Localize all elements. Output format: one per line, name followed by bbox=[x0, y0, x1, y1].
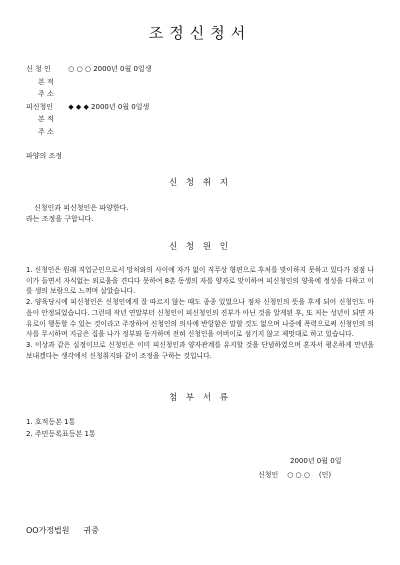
respondent-label: 피신청인 bbox=[26, 102, 54, 111]
addressee-court bbox=[26, 525, 99, 536]
parties-block bbox=[26, 63, 151, 139]
signature-name: ○ ○ ○ bbox=[287, 471, 310, 479]
document-title: 조정신청서 bbox=[148, 24, 252, 42]
respondent-address-label: 주 소 bbox=[38, 127, 54, 136]
respondent-address-row bbox=[26, 126, 151, 139]
applicant-value: ○ ○ ○ 2000년 0월 0일생 bbox=[68, 65, 152, 73]
purpose-heading: 신 청 취 지 bbox=[169, 178, 231, 188]
signature-line bbox=[258, 470, 331, 480]
attachments-heading: 첨 부 서 류 bbox=[169, 393, 231, 403]
grounds-paragraph: 1. 신청인은 원래 직업군인으로서 망처와의 사이에 자가 없이 직무상 형편으로 후처를 맞이하지 못하고 있다가 점점 나이가 들면서 자식없는 외로움을 견디다 못하여 8촌 동생의 자를 양자로 맞이하여 피신청인의 양육에 정성을 다하고 이를 생의 보람으로 느껴며 살았습니다. bbox=[26, 266, 374, 296]
filing-date: 2000년 0월 0일 bbox=[290, 457, 342, 465]
respondent-domicile-label: 본 적 bbox=[38, 115, 54, 124]
applicant-domicile-label: 본 적 bbox=[38, 77, 54, 86]
case-name: 파양의 조정 bbox=[26, 152, 63, 160]
attachments-list bbox=[26, 417, 96, 440]
signature-label: 신청인 bbox=[258, 471, 279, 479]
purpose-line: 라는 조정을 구합니다. bbox=[26, 214, 94, 223]
grounds-heading: 신 청 원 인 bbox=[169, 242, 231, 252]
attachment-item: 2. 주민등록표등본 1통 bbox=[26, 429, 96, 438]
court-suffix: 귀중 bbox=[83, 526, 99, 535]
respondent-value: ◆ ◆ ◆ 2000년 0월 0일생 bbox=[68, 102, 150, 111]
applicant-label: 신 청 인 bbox=[26, 65, 51, 73]
respondent-domicile-row bbox=[26, 113, 151, 126]
grounds-block bbox=[26, 265, 374, 361]
respondent-row bbox=[26, 101, 151, 114]
grounds-paragraph: 2. 양육당시에 피신청인은 신청인에게 잘 따르지 않는 때도 종종 있었으나 점차 신청인의 뜻을 후게 되어 신청인도 마음이 안정되었습니다. 그런데 작년 연말부터 신청인이 피신청인의 진부가 아닌 것을 알게된 후, 또 저는 성년이 되면 자유로이 행동할 수 있는 것이라고 주장하여 신청인의 의사에 반항함은 말할 것도 없으며 나중에 폭력으로써 신청인의 의사를 무시하며 지금은 집을 나가 정부와 동거하며 전혀 신청인을 어버이로 섬기지 않고 제멋대로 하고 있습니다. bbox=[26, 298, 374, 339]
court-name: OO가정법원 bbox=[26, 526, 70, 535]
applicant-domicile-row bbox=[26, 76, 151, 89]
applicant-row bbox=[26, 63, 151, 76]
grounds-paragraph: 3. 이상과 같은 실정이므로 신청인은 이미 피신청인과 양자관계를 유지할 것을 단념하였으며 혼자서 평온하게 만년을 보내겠다는 생각에서 신청취지와 같이 조정을 구하는 것입니다. bbox=[26, 340, 374, 360]
purpose-block bbox=[26, 203, 129, 224]
applicant-address-row bbox=[26, 88, 151, 101]
seal-mark: (인) bbox=[318, 471, 332, 479]
attachment-item: 1. 호적등본 1통 bbox=[26, 418, 76, 426]
applicant-address-label: 주 소 bbox=[38, 90, 54, 99]
purpose-line: 신청인과 피신청인은 파양한다. bbox=[34, 204, 129, 212]
